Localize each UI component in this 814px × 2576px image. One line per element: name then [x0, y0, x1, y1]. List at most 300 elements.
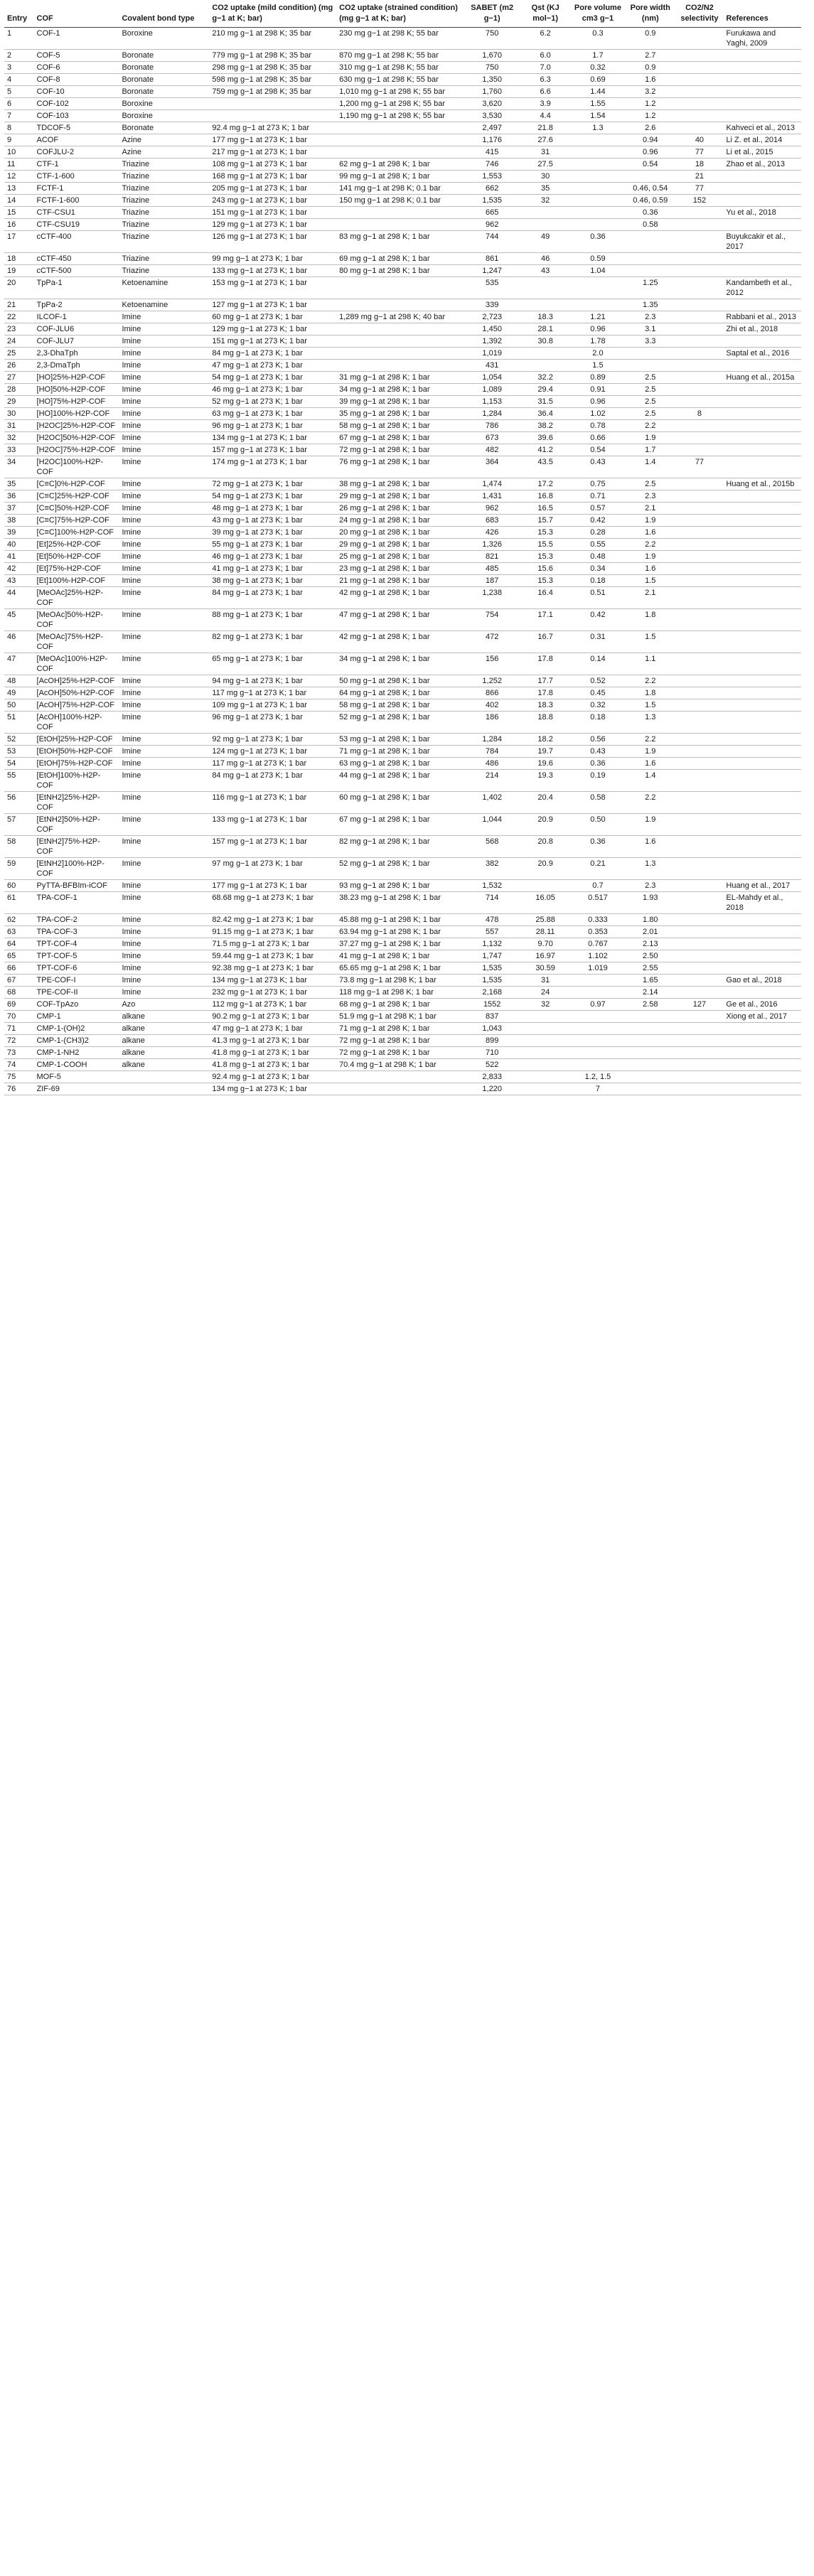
cell-selectivity: 21	[676, 171, 724, 183]
cell-cof: TPT-COF-4	[34, 938, 119, 950]
cell-bond-type: Imine	[119, 675, 209, 687]
cell-entry: 44	[4, 587, 34, 609]
cell-selectivity	[676, 1083, 724, 1095]
cell-bond-type: Imine	[119, 490, 209, 503]
cell-pore-volume: 0.96	[571, 323, 625, 336]
cell-mild: 124 mg g−1 at 273 K; 1 bar	[209, 746, 336, 758]
cell-qst: 32	[520, 195, 571, 207]
cell-bond-type: Imine	[119, 348, 209, 360]
cell-mild: 48 mg g−1 at 273 K; 1 bar	[209, 503, 336, 515]
cell-references	[723, 183, 801, 195]
cell-entry: 69	[4, 999, 34, 1011]
cell-qst: 27.5	[520, 159, 571, 171]
cell-qst: 9.70	[520, 938, 571, 950]
cell-pore-volume: 0.31	[571, 631, 625, 653]
cell-selectivity	[676, 1071, 724, 1083]
cell-mild: 47 mg g−1 at 273 K; 1 bar	[209, 1023, 336, 1035]
cell-sabet: 2,723	[464, 311, 520, 323]
cell-references: Huang et al., 2015a	[723, 372, 801, 384]
cell-bond-type: Imine	[119, 478, 209, 490]
cell-qst: 20.9	[520, 858, 571, 880]
cell-bond-type: Imine	[119, 987, 209, 999]
cell-pore-width	[625, 1023, 676, 1035]
cell-references	[723, 746, 801, 758]
cell-pore-width: 1.8	[625, 687, 676, 699]
table-row	[4, 159, 801, 171]
cell-mild: 174 mg g−1 at 273 K; 1 bar	[209, 456, 336, 478]
cell-strained	[336, 323, 464, 336]
cell-bond-type: alkane	[119, 1023, 209, 1035]
cell-entry: 31	[4, 420, 34, 432]
cell-sabet: 1,252	[464, 675, 520, 687]
cell-strained: 118 mg g−1 at 298 K; 1 bar	[336, 987, 464, 999]
cell-cof: CMP-1-COOH	[34, 1059, 119, 1071]
cell-bond-type: Imine	[119, 420, 209, 432]
cell-bond-type: Imine	[119, 527, 209, 539]
cell-sabet: 714	[464, 892, 520, 914]
cell-sabet: 3,530	[464, 110, 520, 122]
cell-sabet: 522	[464, 1059, 520, 1071]
cell-references	[723, 396, 801, 408]
cell-qst	[520, 1047, 571, 1059]
cell-pore-width: 2.5	[625, 384, 676, 396]
cell-entry: 36	[4, 490, 34, 503]
cell-mild: 84 mg g−1 at 273 K; 1 bar	[209, 770, 336, 792]
header-selectivity: CO2/N2 selectivity	[676, 1, 724, 28]
cell-sabet: 837	[464, 1011, 520, 1023]
cell-mild: 43 mg g−1 at 273 K; 1 bar	[209, 515, 336, 527]
cell-selectivity	[676, 1023, 724, 1035]
cell-sabet: 1,132	[464, 938, 520, 950]
cell-references	[723, 1059, 801, 1071]
cell-sabet: 665	[464, 207, 520, 219]
cell-bond-type: Imine	[119, 563, 209, 575]
cell-strained: 38 mg g−1 at 298 K; 1 bar	[336, 478, 464, 490]
cell-entry: 40	[4, 539, 34, 551]
cell-entry: 30	[4, 408, 34, 420]
cell-strained: 150 mg g−1 at 298 K; 0.1 bar	[336, 195, 464, 207]
table-row	[4, 336, 801, 348]
cell-selectivity	[676, 28, 724, 50]
cell-pore-width: 3.3	[625, 336, 676, 348]
table-row	[4, 253, 801, 265]
table-row	[4, 551, 801, 563]
cell-bond-type: Imine	[119, 712, 209, 734]
cell-references	[723, 219, 801, 231]
cell-strained: 63 mg g−1 at 298 K; 1 bar	[336, 758, 464, 770]
cell-mild: 109 mg g−1 at 273 K; 1 bar	[209, 699, 336, 712]
cell-bond-type: Boronate	[119, 62, 209, 74]
cell-cof: ZIF-69	[34, 1083, 119, 1095]
cell-mild: 46 mg g−1 at 273 K; 1 bar	[209, 551, 336, 563]
table-row	[4, 74, 801, 86]
cell-bond-type: Imine	[119, 336, 209, 348]
cell-references	[723, 444, 801, 456]
cell-selectivity	[676, 336, 724, 348]
cell-entry: 51	[4, 712, 34, 734]
cell-selectivity: 77	[676, 183, 724, 195]
cell-entry: 68	[4, 987, 34, 999]
cell-pore-volume: 1.78	[571, 336, 625, 348]
cell-strained: 73.8 mg g−1 at 298 K; 1 bar	[336, 975, 464, 987]
cell-bond-type: Imine	[119, 926, 209, 938]
cell-pore-width	[625, 231, 676, 253]
cell-entry: 22	[4, 311, 34, 323]
cell-qst: 28.11	[520, 926, 571, 938]
table-row	[4, 171, 801, 183]
cell-selectivity	[676, 478, 724, 490]
cell-pore-volume	[571, 195, 625, 207]
cell-references	[723, 171, 801, 183]
cell-bond-type: Imine	[119, 515, 209, 527]
header-entry: Entry	[4, 1, 34, 28]
cell-entry: 37	[4, 503, 34, 515]
cell-cof: [Et]100%-H2P-COF	[34, 575, 119, 587]
cell-pore-width	[625, 1047, 676, 1059]
cell-strained: 25 mg g−1 at 298 K; 1 bar	[336, 551, 464, 563]
table-row	[4, 1035, 801, 1047]
cell-qst: 6.2	[520, 28, 571, 50]
cell-pore-width: 1.65	[625, 975, 676, 987]
cell-pore-volume: 1.44	[571, 86, 625, 98]
cell-pore-volume: 2.0	[571, 348, 625, 360]
cell-pore-volume	[571, 1035, 625, 1047]
cell-pore-width: 1.6	[625, 836, 676, 858]
cell-pore-width: 1.9	[625, 432, 676, 444]
table-row	[4, 836, 801, 858]
cell-entry: 11	[4, 159, 34, 171]
cell-mild: 133 mg g−1 at 273 K; 1 bar	[209, 814, 336, 836]
cell-qst	[520, 360, 571, 372]
cell-cof: TPE-COF-I	[34, 975, 119, 987]
cell-entry: 15	[4, 207, 34, 219]
cell-selectivity: 77	[676, 456, 724, 478]
cell-cof: [AcOH]25%-H2P-COF	[34, 675, 119, 687]
cell-bond-type: Imine	[119, 432, 209, 444]
table-row	[4, 609, 801, 631]
cell-qst: 31	[520, 146, 571, 159]
cell-references	[723, 836, 801, 858]
cell-qst: 49	[520, 231, 571, 253]
cell-references	[723, 1035, 801, 1047]
cell-references	[723, 699, 801, 712]
cell-cof: COF-5	[34, 50, 119, 62]
cell-cof: [EtNH2]50%-H2P-COF	[34, 814, 119, 836]
cell-qst: 31.5	[520, 396, 571, 408]
cell-bond-type: Triazine	[119, 159, 209, 171]
cell-strained	[336, 360, 464, 372]
cell-bond-type: Boronate	[119, 122, 209, 134]
cell-qst: 43	[520, 265, 571, 277]
cell-pore-width: 0.9	[625, 62, 676, 74]
cell-qst: 16.8	[520, 490, 571, 503]
cell-pore-volume: 0.333	[571, 914, 625, 926]
table-row	[4, 653, 801, 675]
cell-selectivity	[676, 219, 724, 231]
cell-cof: [C≡C]100%-H2P-COF	[34, 527, 119, 539]
table-row	[4, 372, 801, 384]
cell-entry: 46	[4, 631, 34, 653]
cell-sabet: 750	[464, 62, 520, 74]
cell-qst: 43.5	[520, 456, 571, 478]
cell-mild: 126 mg g−1 at 273 K; 1 bar	[209, 231, 336, 253]
cell-pore-width: 0.46, 0.59	[625, 195, 676, 207]
cell-cof: COF-TpAzo	[34, 999, 119, 1011]
table-row	[4, 539, 801, 551]
cell-references: Rabbani et al., 2013	[723, 311, 801, 323]
cell-references	[723, 770, 801, 792]
cell-pore-width: 2.01	[625, 926, 676, 938]
cell-qst: 41.2	[520, 444, 571, 456]
cell-bond-type: Imine	[119, 687, 209, 699]
cell-qst: 30.59	[520, 962, 571, 975]
cell-strained: 60 mg g−1 at 298 K; 1 bar	[336, 792, 464, 814]
cell-entry: 1	[4, 28, 34, 50]
cell-mild: 39 mg g−1 at 273 K; 1 bar	[209, 527, 336, 539]
table-row	[4, 311, 801, 323]
cell-pore-volume	[571, 134, 625, 146]
cell-mild: 60 mg g−1 at 273 K; 1 bar	[209, 311, 336, 323]
cell-mild: 84 mg g−1 at 273 K; 1 bar	[209, 587, 336, 609]
cell-cof: COF-8	[34, 74, 119, 86]
cell-bond-type: Triazine	[119, 253, 209, 265]
cell-pore-volume: 1.3	[571, 122, 625, 134]
cell-cof: [H2OC]50%-H2P-COF	[34, 432, 119, 444]
cell-pore-volume: 0.32	[571, 699, 625, 712]
cell-strained: 38.23 mg g−1 at 298 K; 1 bar	[336, 892, 464, 914]
cell-sabet: 478	[464, 914, 520, 926]
cell-mild: 92.4 mg g−1 at 273 K; 1 bar	[209, 1071, 336, 1083]
cell-entry: 63	[4, 926, 34, 938]
cell-bond-type: Triazine	[119, 171, 209, 183]
cell-entry: 35	[4, 478, 34, 490]
cell-mild: 41.3 mg g−1 at 273 K; 1 bar	[209, 1035, 336, 1047]
table-row	[4, 746, 801, 758]
table-row	[4, 490, 801, 503]
cell-strained: 93 mg g−1 at 298 K; 1 bar	[336, 880, 464, 892]
cell-pore-width: 3.1	[625, 323, 676, 336]
cell-strained: 53 mg g−1 at 298 K; 1 bar	[336, 734, 464, 746]
cell-references	[723, 575, 801, 587]
cell-pore-volume	[571, 1059, 625, 1071]
table-row	[4, 231, 801, 253]
cell-qst: 15.3	[520, 575, 571, 587]
cell-mild: 88 mg g−1 at 273 K; 1 bar	[209, 609, 336, 631]
cell-entry: 50	[4, 699, 34, 712]
cell-sabet: 1,431	[464, 490, 520, 503]
cell-entry: 8	[4, 122, 34, 134]
cell-qst: 20.8	[520, 836, 571, 858]
cell-entry: 49	[4, 687, 34, 699]
cell-references: Huang et al., 2017	[723, 880, 801, 892]
cell-references: Ge et al., 2016	[723, 999, 801, 1011]
cell-pore-volume: 0.32	[571, 62, 625, 74]
cell-qst: 6.6	[520, 86, 571, 98]
cell-references: Gao et al., 2018	[723, 975, 801, 987]
cell-references	[723, 734, 801, 746]
cell-references	[723, 1071, 801, 1083]
cell-entry: 59	[4, 858, 34, 880]
cell-cof: cCTF-450	[34, 253, 119, 265]
cell-qst	[520, 1035, 571, 1047]
cell-pore-volume: 0.59	[571, 253, 625, 265]
cell-strained: 52 mg g−1 at 298 K; 1 bar	[336, 712, 464, 734]
cell-strained: 68 mg g−1 at 298 K; 1 bar	[336, 999, 464, 1011]
table-body	[4, 28, 801, 1095]
cell-sabet: 1,043	[464, 1023, 520, 1035]
cell-sabet: 1,054	[464, 372, 520, 384]
cell-bond-type: Triazine	[119, 207, 209, 219]
cell-pore-width: 1.6	[625, 74, 676, 86]
cell-mild: 97 mg g−1 at 273 K; 1 bar	[209, 858, 336, 880]
cell-entry: 9	[4, 134, 34, 146]
cell-strained: 29 mg g−1 at 298 K; 1 bar	[336, 539, 464, 551]
cell-bond-type: Ketoenamine	[119, 299, 209, 311]
cell-cof: [H2OC]75%-H2P-COF	[34, 444, 119, 456]
cell-entry: 62	[4, 914, 34, 926]
cell-references	[723, 587, 801, 609]
cell-selectivity	[676, 1059, 724, 1071]
cell-cof: TDCOF-5	[34, 122, 119, 134]
cell-bond-type: Imine	[119, 836, 209, 858]
cell-entry: 2	[4, 50, 34, 62]
cell-pore-volume: 0.43	[571, 456, 625, 478]
cell-selectivity	[676, 62, 724, 74]
cell-references	[723, 62, 801, 74]
cell-selectivity	[676, 675, 724, 687]
table-row	[4, 98, 801, 110]
table-row	[4, 999, 801, 1011]
cell-sabet: 1552	[464, 999, 520, 1011]
cell-cof: TPE-COF-II	[34, 987, 119, 999]
cell-strained: 70.4 mg g−1 at 298 K; 1 bar	[336, 1059, 464, 1071]
cell-pore-volume: 1.21	[571, 311, 625, 323]
cell-mild: 759 mg g−1 at 298 K; 35 bar	[209, 86, 336, 98]
cell-entry: 38	[4, 515, 34, 527]
cell-pore-width: 2.50	[625, 950, 676, 962]
cell-references	[723, 792, 801, 814]
cell-pore-volume	[571, 1011, 625, 1023]
cell-qst: 3.9	[520, 98, 571, 110]
cell-references	[723, 1023, 801, 1035]
cell-sabet: 1,284	[464, 734, 520, 746]
cell-bond-type: Imine	[119, 950, 209, 962]
cell-references: Zhao et al., 2013	[723, 159, 801, 171]
cell-qst	[520, 1083, 571, 1095]
cell-strained: 44 mg g−1 at 298 K; 1 bar	[336, 770, 464, 792]
cell-sabet: 861	[464, 253, 520, 265]
cell-cof: MOF-5	[34, 1071, 119, 1083]
cell-references: Li et al., 2015	[723, 146, 801, 159]
cell-bond-type: Triazine	[119, 265, 209, 277]
cell-qst: 16.05	[520, 892, 571, 914]
cell-strained	[336, 1083, 464, 1095]
cell-bond-type: Imine	[119, 384, 209, 396]
cell-pore-volume	[571, 975, 625, 987]
cell-selectivity	[676, 892, 724, 914]
cell-pore-width: 1.6	[625, 527, 676, 539]
cell-mild: 59.44 mg g−1 at 273 K; 1 bar	[209, 950, 336, 962]
cell-pore-width: 2.2	[625, 675, 676, 687]
table-row	[4, 962, 801, 975]
table-row	[4, 323, 801, 336]
cell-pore-volume: 1.5	[571, 360, 625, 372]
cell-mild: 96 mg g−1 at 273 K; 1 bar	[209, 420, 336, 432]
cell-bond-type: Imine	[119, 444, 209, 456]
cell-pore-volume: 0.89	[571, 372, 625, 384]
cell-bond-type: Triazine	[119, 195, 209, 207]
cell-strained: 45.88 mg g−1 at 298 K; 1 bar	[336, 914, 464, 926]
cell-strained: 82 mg g−1 at 298 K; 1 bar	[336, 836, 464, 858]
cell-selectivity	[676, 396, 724, 408]
cell-bond-type: Imine	[119, 539, 209, 551]
cell-pore-volume: 1.102	[571, 950, 625, 962]
cell-sabet: 431	[464, 360, 520, 372]
cell-bond-type: Azine	[119, 134, 209, 146]
cell-cof: TPA-COF-1	[34, 892, 119, 914]
cell-selectivity	[676, 265, 724, 277]
cell-sabet: 482	[464, 444, 520, 456]
cell-qst: 15.7	[520, 515, 571, 527]
cell-references	[723, 110, 801, 122]
table-row	[4, 1023, 801, 1035]
cell-sabet: 1,247	[464, 265, 520, 277]
cell-strained: 34 mg g−1 at 298 K; 1 bar	[336, 384, 464, 396]
cell-strained: 39 mg g−1 at 298 K; 1 bar	[336, 396, 464, 408]
cell-sabet: 683	[464, 515, 520, 527]
table-row	[4, 195, 801, 207]
cell-bond-type: Imine	[119, 360, 209, 372]
cell-entry: 42	[4, 563, 34, 575]
cell-bond-type: Azo	[119, 999, 209, 1011]
cell-strained: 72 mg g−1 at 298 K; 1 bar	[336, 444, 464, 456]
cell-entry: 34	[4, 456, 34, 478]
table-row	[4, 631, 801, 653]
cell-pore-volume: 0.36	[571, 836, 625, 858]
cell-references	[723, 950, 801, 962]
cell-selectivity	[676, 50, 724, 62]
cell-cof: [HO]75%-H2P-COF	[34, 396, 119, 408]
cell-selectivity	[676, 110, 724, 122]
cell-selectivity	[676, 551, 724, 563]
cell-sabet: 1,176	[464, 134, 520, 146]
cell-strained: 72 mg g−1 at 298 K; 1 bar	[336, 1047, 464, 1059]
cell-strained: 63.94 mg g−1 at 298 K; 1 bar	[336, 926, 464, 938]
cell-strained: 230 mg g−1 at 298 K; 55 bar	[336, 28, 464, 50]
cell-mild: 157 mg g−1 at 273 K; 1 bar	[209, 444, 336, 456]
cell-references: Yu et al., 2018	[723, 207, 801, 219]
cell-qst: 16.5	[520, 503, 571, 515]
cell-pore-volume: 1.54	[571, 110, 625, 122]
cell-pore-width	[625, 1059, 676, 1071]
cell-qst: 24	[520, 987, 571, 999]
cell-sabet: 1,326	[464, 539, 520, 551]
cell-selectivity	[676, 814, 724, 836]
cell-bond-type: Imine	[119, 503, 209, 515]
table-row	[4, 575, 801, 587]
cell-references	[723, 858, 801, 880]
cell-strained: 630 mg g−1 at 298 K; 55 bar	[336, 74, 464, 86]
cell-entry: 55	[4, 770, 34, 792]
table-row	[4, 687, 801, 699]
cell-selectivity	[676, 699, 724, 712]
cell-sabet: 1,747	[464, 950, 520, 962]
cell-cof: [H2OC]100%-H2P-COF	[34, 456, 119, 478]
cell-pore-width: 2.58	[625, 999, 676, 1011]
cell-pore-width: 2.6	[625, 122, 676, 134]
cell-cof: PyTTA-BFBIm-iCOF	[34, 880, 119, 892]
cell-entry: 4	[4, 74, 34, 86]
